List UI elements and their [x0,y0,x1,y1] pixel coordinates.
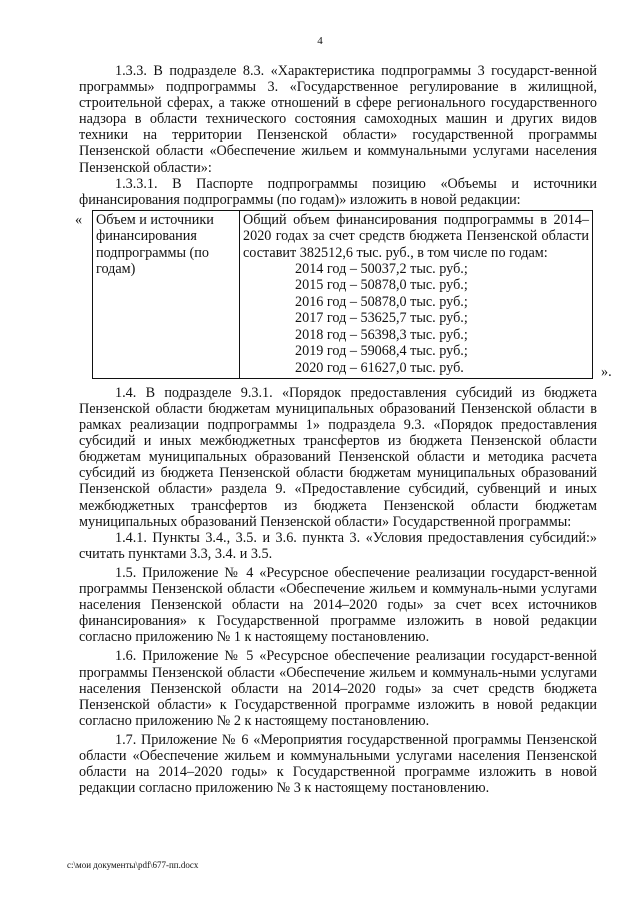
paragraph-1-6: 1.6. Приложение № 5 «Ресурсное обеспечение реализации государст-венной программы Пензенской области «Обеспечение жильем и коммуналь-ными услугами населения Пензенской области на 2014–2020 годы» за счет средств бюджета Пензенской области» к Государственной программе изложить в новой редакции согласно приложению № 2 к настоящему постановлению. [79,648,597,729]
table-quote-close: ». [601,363,612,380]
document-body [75,63,612,797]
paragraph-1-5: 1.5. Приложение № 4 «Ресурсное обеспечение реализации государст-венной программы Пензенской области «Обеспечение жильем и коммуналь-ными услугами населения Пензенской области на 2014–2020 годы» за счет всех источников финансирования» к Государственной программе изложить в новой редакции согласно приложению № 1 к настоящему постановлению. [79,564,597,646]
year-line: 2018 год – 56398,3 тыс. руб.; [295,326,468,343]
year-line: 2020 год – 61627,0 тыс. руб. [295,359,464,376]
table-cell-value [240,210,593,378]
file-path-footer: c:\мои документы\pdf\677-пп.docx [67,860,199,870]
year-line: 2014 год – 50037,2 тыс. руб.; [295,261,468,278]
table-row [93,210,593,378]
table-quote-open: « [75,211,83,228]
paragraph-1-7: 1.7. Приложение № 6 «Мероприятия государственной программы Пензенской области «Обеспечение жильем и коммунальными услугами населения Пензенской области на 2014–2020 годы» к Государственной программе изложить в новой редакции согласно приложению № 3 к настоящему постановлению. [79,731,597,797]
year-line: 2015 год – 50878,0 тыс. руб.; [295,277,468,294]
paragraph-1-4: 1.4. В подразделе 9.3.1. «Порядок предоставления субсидий из бюджета Пензенской области бюджетам муниципальных образований Пензенской области в рамках реализации подпрограммы 1» подраздела 9.3. «Порядок предоставления субсидий и иных межбюджетных трансфертов из бюджета Пензенской области бюджетам муниципальных образований Пензенской области и методика расчета субсидий из бюджета Пензенской области бюджетам муниципальных образований Пензенской области» раздела 9. «Предоставление субсидий, субвенций и иных межбюджетных трансфертов из бюджета Пензенской области бюджетам муниципальных образований Пензенской области» Государственной программы: [79,384,597,530]
paragraph-1-3-3: 1.3.3. В подразделе 8.3. «Характеристика подпрограммы 3 государст-венной программы» подпрограммы 3. «Государственное регулирование в жилищной, строительной сферах, а также отношений в сфере регионального государственного надзора в области технического состояния самоходных машин и других видов техники на территории Пензенской области» государственной программы Пензенской области «Обеспечение жильем и коммунальными услугами населения Пензенской области»: [79,63,597,176]
paragraph-1-4-1: 1.4.1. Пункты 3.4., 3.5. и 3.6. пункта 3. «Условия предоставления субсидий:» считать пунктами 3.3, 3.4. и 3.5. [79,529,597,562]
paragraph-1-3-3-1: 1.3.3.1. В Паспорте подпрограммы позицию «Объемы и источники финансирования подпрограммы (по годам)» изложить в новой редакции: [79,175,597,208]
year-line: 2017 год – 53625,7 тыс. руб.; [295,310,468,327]
table-cell-label: Объем и источники финансирования подпрограммы (по годам) [93,210,240,378]
funding-intro: Общий объем финансирования подпрограммы в 2014–2020 годах за счет средств бюджета Пензенской области составит 382512,6 тыс. руб., в том числе по годам: [243,211,589,261]
year-line: 2016 год – 50878,0 тыс. руб.; [295,293,468,310]
year-line: 2019 год – 59068,4 тыс. руб.; [295,343,468,360]
page-number: 4 [317,35,323,47]
passport-table [92,210,593,379]
passport-table-block [75,210,612,380]
